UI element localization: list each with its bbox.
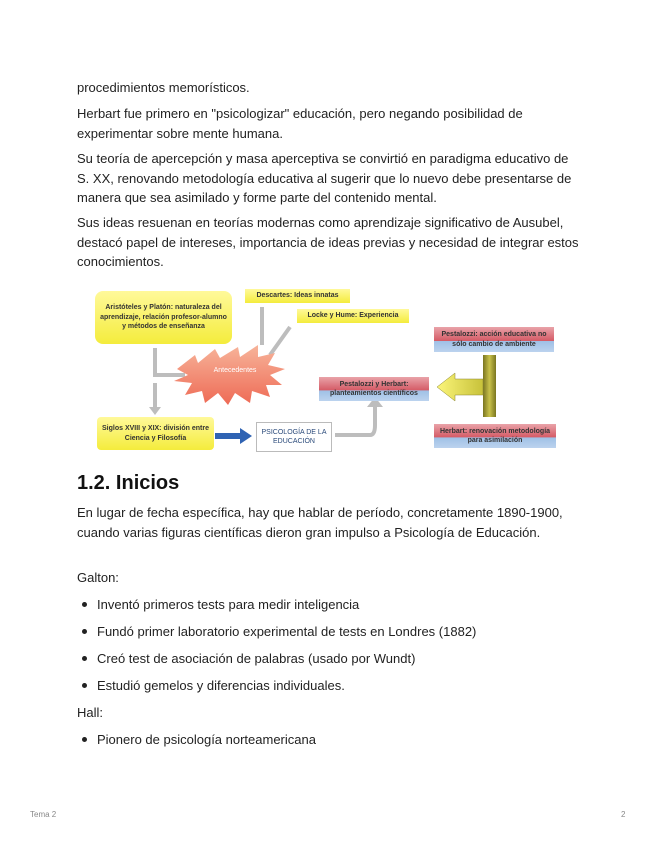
herbart-box: Herbart: renovación metodología para asimilación [434,424,556,448]
paragraph-1: procedimientos memorísticos. [77,80,250,95]
psicologia-box: PSICOLOGÍA DE LA EDUCACIÓN [256,422,332,452]
list-item-text: Estudió gemelos y diferencias individuales. [97,678,345,693]
list-item-text: Creó test de asociación de palabras (usado por Wundt) [97,651,416,666]
yellow-arrow [437,373,483,401]
siglos-box: Siglos XVIII y XIX: división entre Ciencia y Filosofía [97,417,214,450]
bullet-icon [82,602,87,607]
grey-arrowhead [149,407,161,415]
paragraph-2: Herbart fue primero en "psicologizar" educación, pero negando posibilidad de experimentar sobre mente humana. [77,106,523,141]
bullet-icon [82,683,87,688]
antecedentes-label: Antecedentes [213,367,257,375]
page-number: 2 [621,810,626,819]
list-item [82,649,415,668]
blue-arrow [215,428,252,444]
pestalozzi-box: Pestalozzi: acción educativa no sólo cambio de ambiente [434,327,554,352]
list-item [82,730,316,749]
list-item [82,622,476,641]
locke-box: Locke y Hume: Experiencia [297,309,409,323]
list-item [82,676,345,695]
pillar-shape [483,355,496,417]
list-item-text: Pionero de psicología norteamericana [97,732,316,747]
antecedents-diagram [90,285,565,455]
aristoteles-box: Aristóteles y Platón: naturaleza del aprendizaje, relación profesor-alumno y métodos de enseñanza [95,291,232,344]
list-item-text: Inventó primeros tests para medir inteligencia [97,597,360,612]
bullet-icon [82,656,87,661]
section-heading: 1.2. Inicios [77,472,180,494]
galton-label: Galton: [77,570,119,585]
section-intro: En lugar de fecha específica, hay que hablar de período, concretamente 1890-1900, cuando varias figuras científicas dieron gran impulso a Psicología de Educación. [77,505,563,540]
descartes-box: Descartes: Ideas innatas [245,289,350,303]
pestalozzi-herbart-box: Pestalozzi y Herbart: planteamientos científicos [319,377,429,401]
footer-left: Tema 2 [30,810,57,819]
bullet-icon [82,629,87,634]
list-item-text: Fundó primer laboratorio experimental de tests en Londres (1882) [97,624,477,639]
list-item [82,595,359,614]
paragraph-4: Sus ideas resuenan en teorías modernas como aprendizaje significativo de Ausubel, destacó papel de intereses, importancia de ideas previas y necesidad de integrar estos conocimientos. [77,215,579,269]
bullet-icon [82,737,87,742]
paragraph-3: Su teoría de apercepción y masa aperceptiva se convirtió en paradigma educativo de S. XX, renovando metodología educativa al sugerir que lo nuevo debe presentarse de manera que sea asimilado y forme parte del contenido mental. [77,151,572,205]
hall-label: Hall: [77,705,104,720]
